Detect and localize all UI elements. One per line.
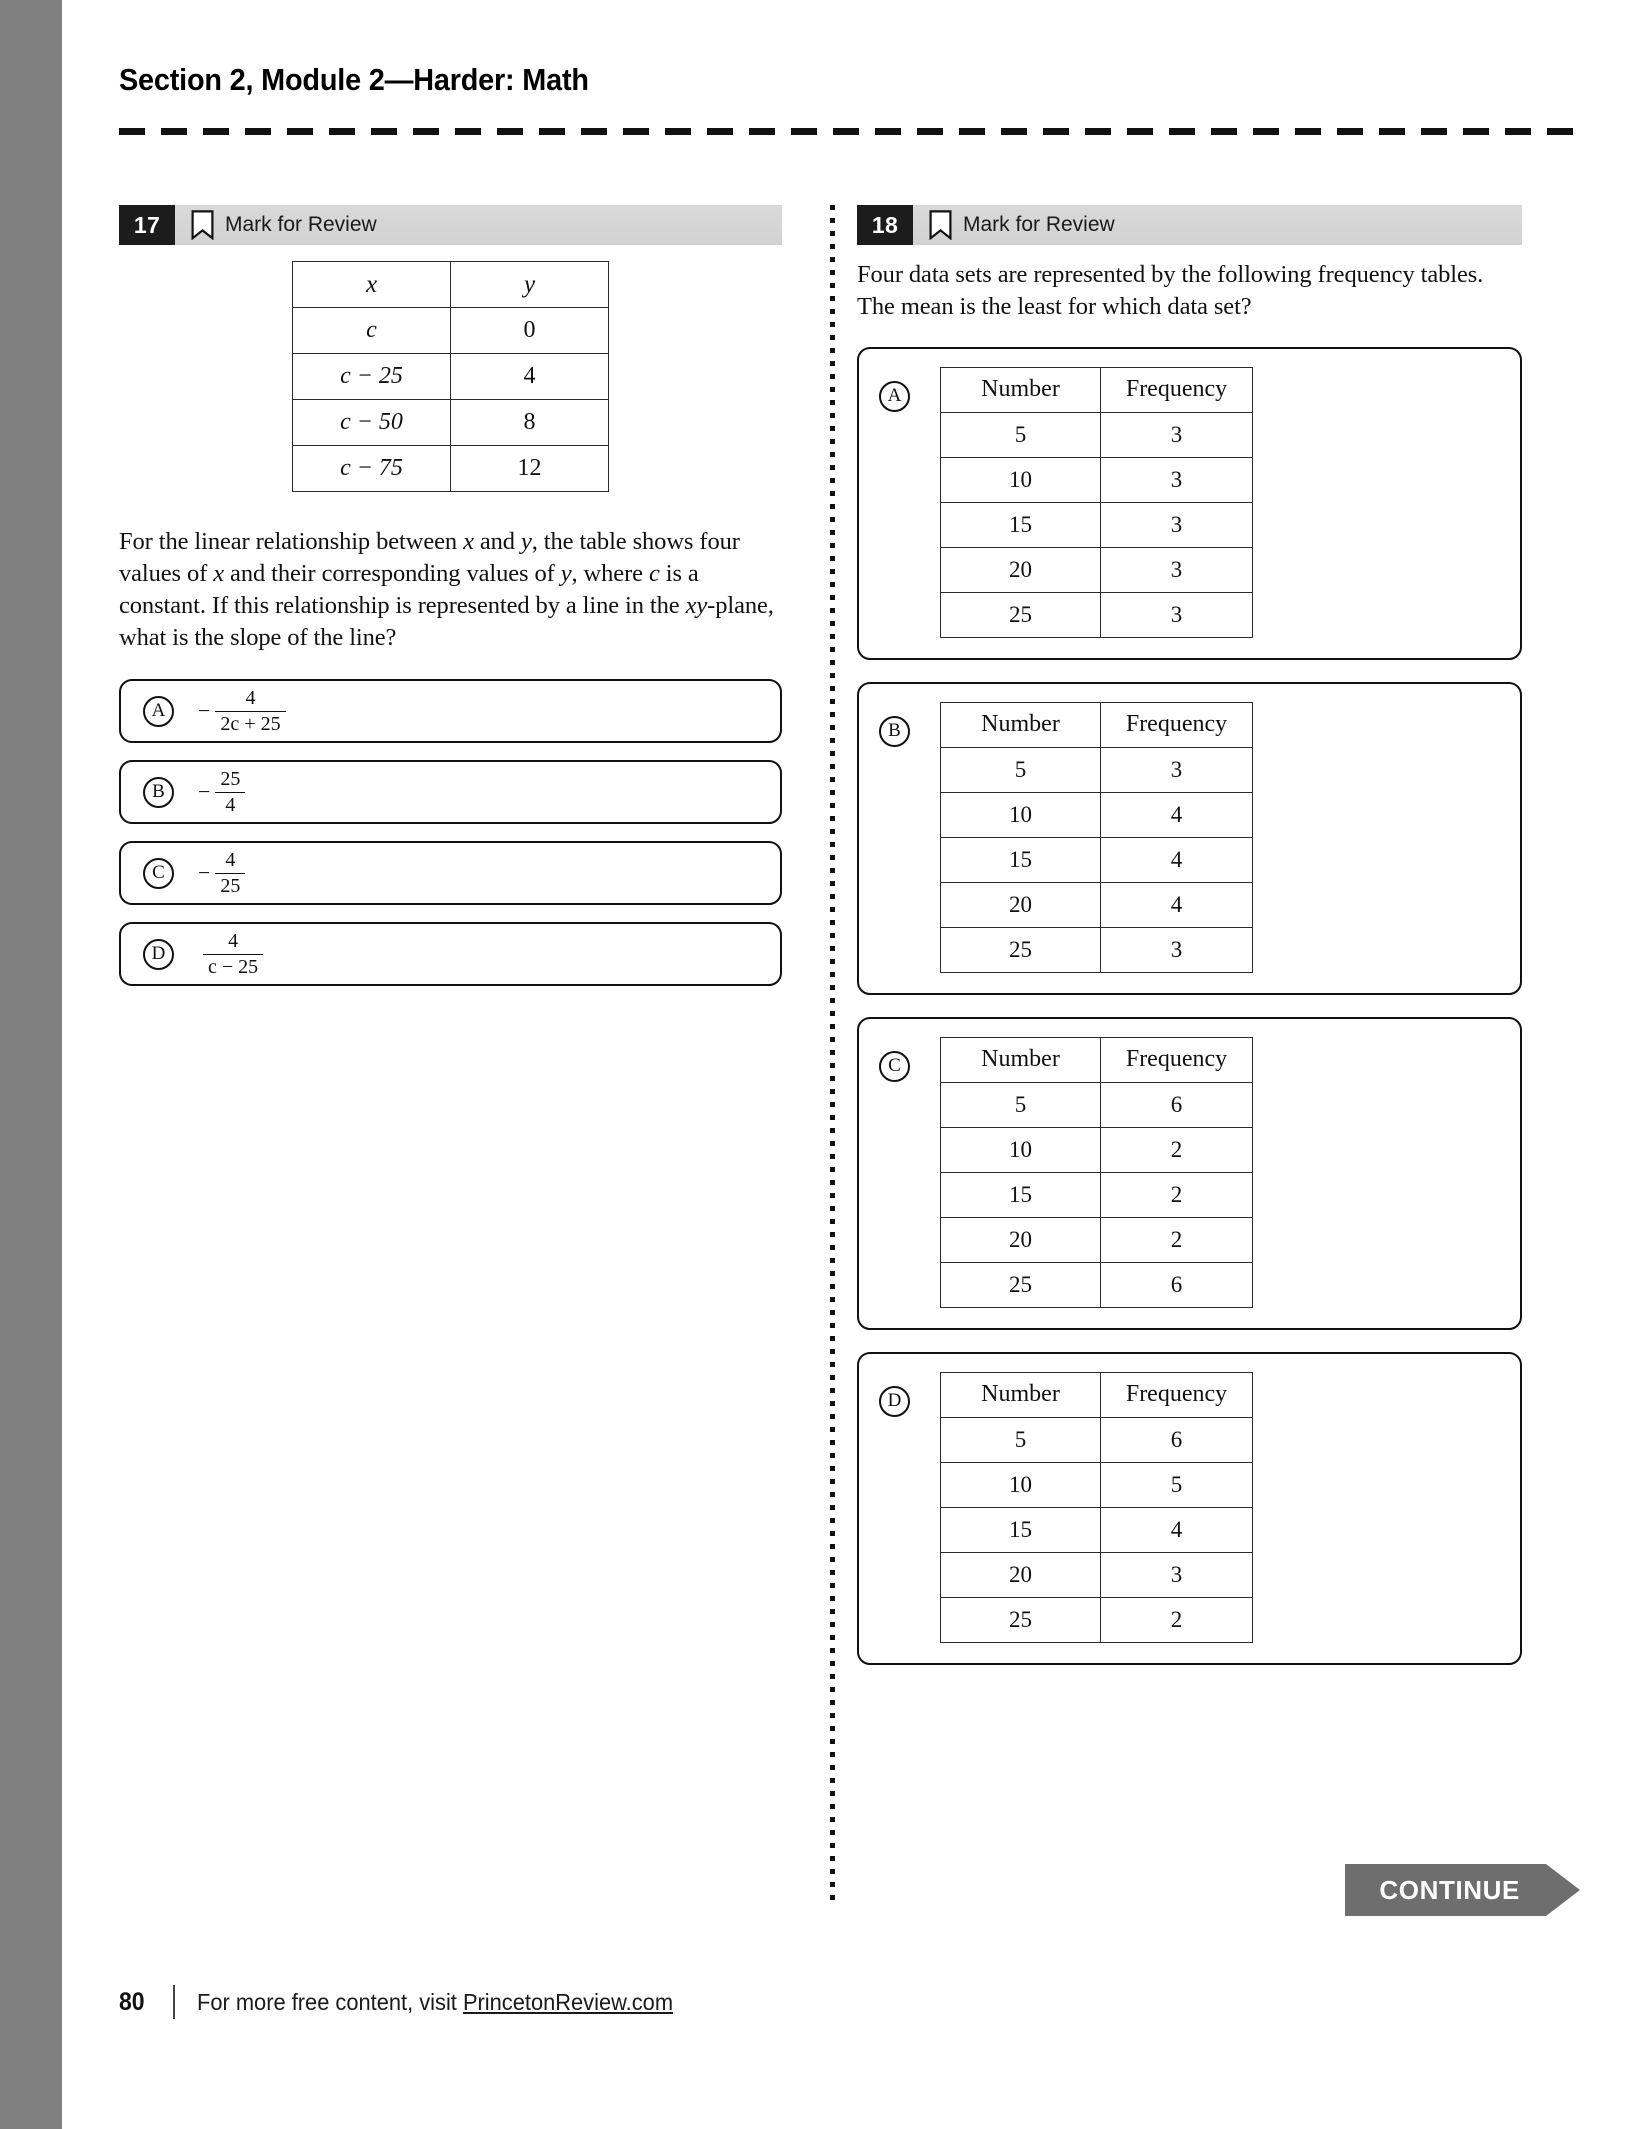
fraction-bar — [215, 792, 245, 794]
cell-number: 10 — [941, 792, 1101, 837]
choice-b-value — [198, 769, 245, 816]
table-row — [293, 354, 609, 400]
table-header-row — [941, 367, 1253, 412]
cell-frequency: 3 — [1101, 457, 1253, 502]
question-17-column — [119, 205, 782, 1003]
choice-letter-d: D — [879, 1386, 910, 1417]
cell-number: 15 — [941, 1172, 1101, 1217]
choice-c-value — [198, 850, 245, 897]
page-title: Section 2, Module 2—Harder: Math — [119, 62, 589, 97]
mark-for-review-18[interactable] — [913, 205, 1115, 245]
cell-frequency: 3 — [1101, 592, 1253, 637]
table-cell-x: c − 75 — [293, 446, 451, 492]
cell-number: 25 — [941, 1262, 1101, 1307]
cell-frequency: 6 — [1101, 1082, 1253, 1127]
cell-number: 5 — [941, 747, 1101, 792]
fraction-denominator: 25 — [220, 875, 241, 898]
fraction-numerator: 4 — [225, 848, 236, 871]
table-header-y: y — [451, 262, 609, 308]
answer-choice-b-17[interactable] — [119, 760, 782, 824]
prompt-seg: -plane, what is the slope of the line? — [119, 591, 774, 651]
cell-frequency: 3 — [1101, 547, 1253, 592]
prompt-var: y — [520, 528, 532, 555]
prompt-var: y — [560, 559, 572, 587]
answer-choice-a-17[interactable] — [119, 679, 782, 743]
cell-number: 25 — [941, 592, 1101, 637]
answer-choice-c-18[interactable] — [857, 1017, 1522, 1330]
answer-choice-c-17[interactable] — [119, 841, 782, 905]
frequency-table-b — [940, 702, 1253, 973]
cell-number: 15 — [941, 502, 1101, 547]
table-cell-y: 8 — [451, 400, 609, 446]
table-row — [941, 927, 1253, 972]
frequency-table-d — [940, 1372, 1253, 1643]
choice-a-sign: − — [198, 698, 211, 724]
cell-frequency: 4 — [1101, 792, 1253, 837]
answer-choice-b-18[interactable] — [857, 682, 1522, 995]
cell-number: 20 — [941, 1552, 1101, 1597]
question-17-number: 17 — [119, 205, 175, 245]
prompt-seg: and their corresponding values of — [224, 559, 561, 587]
table-row — [941, 1217, 1253, 1262]
table-header-row — [293, 262, 609, 308]
mark-for-review-17[interactable] — [175, 205, 377, 245]
table-row — [941, 502, 1253, 547]
fraction-numerator: 25 — [220, 767, 241, 790]
prompt-var: x — [463, 528, 474, 555]
table-row — [941, 1127, 1253, 1172]
table-cell-y: 4 — [451, 354, 609, 400]
answer-choice-d-18[interactable] — [857, 1352, 1522, 1665]
cell-number: 5 — [941, 1082, 1101, 1127]
question-18-column — [857, 205, 1522, 1687]
choice-a-value — [198, 688, 286, 735]
prompt-var: x — [213, 559, 225, 587]
table-row — [941, 412, 1253, 457]
answer-choice-a-18[interactable] — [857, 347, 1522, 660]
table-row — [941, 1262, 1253, 1307]
table-row — [941, 747, 1253, 792]
bookmark-icon — [929, 210, 952, 240]
cell-number: 10 — [941, 1462, 1101, 1507]
cell-frequency: 3 — [1101, 502, 1253, 547]
column-header-frequency: Frequency — [1101, 367, 1253, 412]
fraction-numerator: 4 — [228, 929, 239, 952]
cell-frequency: 4 — [1101, 1507, 1253, 1552]
cell-number: 20 — [941, 547, 1101, 592]
choice-letter-b: B — [143, 777, 174, 808]
cell-number: 10 — [941, 457, 1101, 502]
choice-d-value — [198, 931, 263, 978]
question-18-header — [857, 205, 1522, 245]
cell-frequency: 4 — [1101, 837, 1253, 882]
cell-frequency: 6 — [1101, 1417, 1253, 1462]
cell-number: 15 — [941, 837, 1101, 882]
table-header-row — [941, 1037, 1253, 1082]
choice-letter-d: D — [143, 939, 174, 970]
choice-letter-c: C — [143, 858, 174, 889]
cell-frequency: 4 — [1101, 882, 1253, 927]
question-17-choices — [119, 679, 782, 986]
continue-button[interactable] — [1345, 1864, 1580, 1916]
choice-a-fraction — [215, 688, 285, 735]
table-row — [293, 446, 609, 492]
choice-letter-b: B — [879, 716, 910, 747]
column-header-number: Number — [941, 367, 1101, 412]
cell-number: 15 — [941, 1507, 1101, 1552]
table-row — [941, 837, 1253, 882]
column-header-frequency: Frequency — [1101, 1372, 1253, 1417]
question-17-header — [119, 205, 782, 245]
cell-frequency: 6 — [1101, 1262, 1253, 1307]
fraction-denominator: 4 — [225, 794, 236, 817]
frequency-table-a — [940, 367, 1253, 638]
page-content — [62, 0, 1640, 2129]
question-18-prompt: Four data sets are represented by the following frequency tables. The mean is the least for which data set? — [857, 261, 1484, 320]
table-row — [941, 882, 1253, 927]
cell-number: 5 — [941, 412, 1101, 457]
column-header-number: Number — [941, 702, 1101, 747]
cell-number: 5 — [941, 1417, 1101, 1462]
table-row — [941, 1172, 1253, 1217]
table-cell-y: 0 — [451, 308, 609, 354]
cell-frequency: 3 — [1101, 927, 1253, 972]
table-row — [941, 547, 1253, 592]
cell-number: 10 — [941, 1127, 1101, 1172]
fraction-bar — [215, 873, 245, 875]
question-17-prompt — [119, 526, 782, 653]
prompt-seg: and — [473, 528, 521, 555]
mark-for-review-label-18: Mark for Review — [963, 213, 1115, 236]
choice-c-fraction — [215, 850, 245, 897]
table-row — [941, 1597, 1253, 1642]
table-row — [941, 1417, 1253, 1462]
table-row — [941, 1507, 1253, 1552]
frequency-table-c — [940, 1037, 1253, 1308]
page-spine — [0, 0, 62, 2129]
prompt-var: c — [648, 559, 660, 587]
table-header-row — [941, 1372, 1253, 1417]
fraction-denominator: 2c + 25 — [220, 713, 281, 736]
cell-frequency: 2 — [1101, 1172, 1253, 1217]
table-row — [941, 1462, 1253, 1507]
table-row — [941, 1082, 1253, 1127]
prompt-seg: , where — [571, 559, 649, 587]
table-cell-y: 12 — [451, 446, 609, 492]
arrow-right-icon — [1546, 1864, 1580, 1916]
continue-label: CONTINUE — [1345, 1864, 1546, 1916]
cell-frequency: 2 — [1101, 1597, 1253, 1642]
cell-number: 20 — [941, 882, 1101, 927]
fraction-bar — [215, 711, 285, 713]
footer-link[interactable]: PrincetonReview.com — [462, 1988, 673, 2015]
mark-for-review-label-17: Mark for Review — [225, 213, 377, 236]
table-header-row — [941, 702, 1253, 747]
table-cell-x: c − 25 — [293, 354, 451, 400]
question-18-number: 18 — [857, 205, 913, 245]
prompt-seg: For the linear relationship between — [119, 528, 464, 555]
fraction-numerator: 4 — [245, 686, 256, 709]
column-header-frequency: Frequency — [1101, 1037, 1253, 1082]
header-divider — [119, 128, 1579, 135]
column-header-number: Number — [941, 1372, 1101, 1417]
cell-number: 25 — [941, 1597, 1101, 1642]
cell-frequency: 2 — [1101, 1217, 1253, 1262]
prompt-var: xy — [685, 591, 708, 619]
column-header-number: Number — [941, 1037, 1101, 1082]
table-row — [941, 457, 1253, 502]
column-header-frequency: Frequency — [1101, 702, 1253, 747]
choice-d-fraction — [203, 931, 263, 978]
cell-number: 25 — [941, 927, 1101, 972]
prompt-seg: is a constant. If this relationship is represented by a line in the — [119, 559, 699, 619]
footer-text-prefix: For more free content, visit — [196, 1988, 463, 2015]
choice-letter-a: A — [143, 696, 174, 727]
cell-frequency: 3 — [1101, 1552, 1253, 1597]
footer-divider — [173, 1985, 175, 2019]
answer-choice-d-17[interactable] — [119, 922, 782, 986]
table-header-x: x — [293, 262, 451, 308]
bookmark-icon — [191, 210, 214, 240]
choice-b-fraction — [215, 769, 245, 816]
column-divider — [830, 205, 835, 1900]
choice-b-sign: − — [198, 779, 211, 805]
page-footer — [119, 1985, 698, 2019]
question-17-value-table — [292, 261, 609, 492]
fraction-bar — [203, 954, 263, 956]
cell-frequency: 5 — [1101, 1462, 1253, 1507]
table-cell-x: c — [293, 308, 451, 354]
cell-frequency: 3 — [1101, 747, 1253, 792]
table-row — [941, 792, 1253, 837]
table-row — [293, 400, 609, 446]
footer-text — [197, 1989, 673, 2016]
cell-frequency: 2 — [1101, 1127, 1253, 1172]
table-row — [941, 1552, 1253, 1597]
fraction-denominator: c − 25 — [208, 956, 259, 979]
table-cell-x: c − 50 — [293, 400, 451, 446]
cell-frequency: 3 — [1101, 412, 1253, 457]
table-row — [293, 308, 609, 354]
choice-letter-a: A — [879, 381, 910, 412]
prompt-seg: , the table shows four values of — [119, 528, 740, 587]
footer-page-number: 80 — [119, 1987, 145, 2016]
choice-c-sign: − — [198, 860, 211, 886]
choice-letter-c: C — [879, 1051, 910, 1082]
cell-number: 20 — [941, 1217, 1101, 1262]
table-row — [941, 592, 1253, 637]
